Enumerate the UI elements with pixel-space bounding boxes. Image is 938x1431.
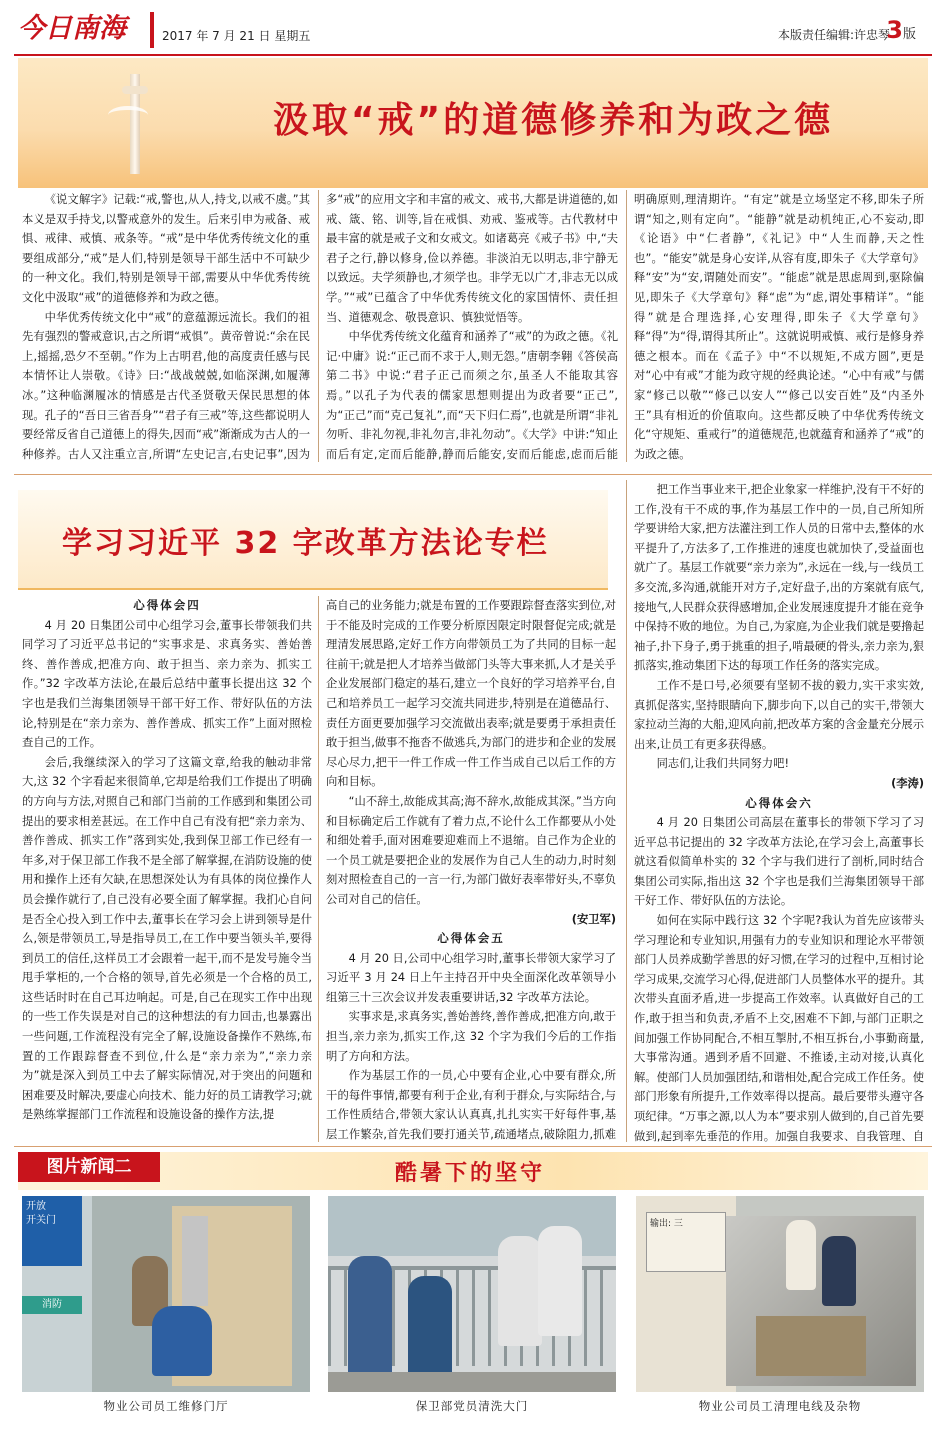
guard-image (538, 1226, 582, 1336)
article1-column-2 (326, 190, 618, 464)
part5-heading: 心得体会五 (437, 931, 505, 946)
paragraph: 多“戒”的应用文字和丰富的戒文、戒书,大都是讲道德的,如戒、箴、铭、训等,旨在戒惧、劝戒、鉴戒等。古代教材中最丰富的就是戒子文和女戒文。如诸葛亮《戒子书》中,“夫君子之行,静以修身,俭以养德。非淡泊无以明志,非宁静无以致远。夫学须静也,才须学也。非学无以广才,非志无以成学。”“戒”已蕴含了中华优秀传统文化的家国情怀、责任担当、道德观念、敬畏意识、慎独觉悟等。 (326, 193, 618, 324)
paragraph: 4 月 20 日集团公司中心组学习会,董事长带领我们共同学习了习近平总书记的“实事求是、求真务实、善始善终、善作善成,把准方向、敢于担当、亲力亲为、抓实工作。”32 字改革方法论,在最后总结中董事长提出这 32 个字也是我们兰海集团领导干部干好工作、带好队伍的方法论,特别是在“亲力亲为、善作善成、抓实工作”上面对照检查自己的工作。 (22, 618, 312, 750)
worker-image (822, 1236, 856, 1306)
paragraph: 中华优秀传统文化中“戒”的意蕴源远流长。我们的祖先有强烈的警戒意识,古之所谓“戒惧”。黄帝曾说:“余在民上,摇摇,恐夕不至朝。”作为上古明君,他的高度责任感与民本情怀让人崇敬。《诗》曰:“战战兢兢,如临深渊,如履薄冰。”这种临渊履冰的情感是古代圣贤敬天保民思想的体现。孔子的“吾日三省吾身”“君子有三戒”等,这些都说明人要经常反省自己道德上的得失,因而“戒”渐渐成为古人的一种修养。古人又注重立言,所谓“左史记言,右史记事”,因为 (22, 310, 310, 461)
fire-sign-image: 消防 (22, 1296, 82, 1314)
guard-image (348, 1256, 392, 1376)
column-banner (18, 490, 608, 590)
page-number-suffix: 版 (902, 27, 916, 42)
photo-lobby-repair (22, 1196, 310, 1392)
column-body-2 (326, 596, 616, 1144)
page-number-value: 3 (886, 16, 903, 44)
huabiao-cloud-image (122, 86, 148, 94)
paragraph: 作为基层工作的一员,心中要有企业,心中要有群众,所干的每件事情,都要有利于企业,有利于群众,与实际结合,与工作性质结合,带领大家认认真真,扎扎实实干好每件事,基层工作繁杂,首先我们要打通关节,疏通堵点,破除阻力,抓难 (326, 1069, 616, 1142)
guard-image (408, 1276, 452, 1386)
section-rule (14, 1146, 932, 1147)
photo-wire-clearing (636, 1196, 924, 1392)
paragraph: 把工作当事业来干,把企业象家一样维护,没有干不好的工作,没有干不成的事,作为基层工作中的一员,自己所知所学要讲给大家,把方法灌注到工作人员的日常中去,整体的水平提升了,方法多了,工作推进的速度也就加快了,受益面也就广了。基层工作就要“亲力亲为”,永远在一线,与一线员工多交流,多沟通,就能开对方子,定好盘子,出的方案就有底气,接地气,人民群众获得感增加,企业发展速度提升才能在竞争中保持不败的地位。为自己,为家庭,为企业我们就是要撸起袖子,扑下身子,勇于挑重的担子,啃最硬的骨头,亲力亲为,狠抓落实,推动集团下达的每项工作任务的落实完成。 (634, 483, 924, 673)
article1-column-3 (634, 190, 924, 464)
page-header (0, 0, 938, 62)
column-divider (318, 596, 319, 1142)
meter-box-image: 输出: 三 (646, 1212, 726, 1272)
part5-author: (李涛) (891, 776, 924, 790)
paragraph: 高自己的业务能力;就是布置的工作要跟踪督查落实到位,对于不能及时完成的工作要分析原因限定时限督促完成;就是理清发展思路,定好工作方向带领员工为了共同的目标一起往前干;就是把人才培养当做部门头等大事来抓,人才是关乎企业发展部门稳定的基石,建立一个良好的学习培养平台,自己和培养员工一起学习交流共同进步,特别是在道德品行、责任方面更要加强学习交流做出表率;就是要勇于承担责任敢于担当,做事不拖沓不做逃兵,为部门的进步和企业的发展尽心尽力,把干一件工作成一件工作当成自己以后工作的方向和目标。 (326, 599, 616, 789)
issue-date: 2017 年 7 月 21 日 星期五 (162, 29, 311, 43)
photo-caption-2: 保卫部党员清洗大门 (415, 1399, 529, 1413)
column-title: 学习习近平 32 字改革方法论专栏 (62, 526, 549, 561)
door-sign-text: 开放 (26, 1201, 46, 1212)
paragraph: “山不辞土,故能成其高;海不辞水,故能成其深。”当方向和目标确定后工作就有了着力点,不论什么工作都要从小处和细处着手,面对困难要迎难而上不退缩。自己作为企业的一个员工就是要把企业的发展作为自己人生的动力,时时刻刻对照检查自己的一言一行,为部门做好表率带好头,不辜负公司对自己的信任。 (326, 794, 616, 906)
paragraph: 实事求是,求真务实,善始善终,善作善成,把准方向,敢于担当,亲力亲为,抓实工作,这 32 个字为我们今后的工作指明了方向和方法。 (326, 1010, 616, 1063)
paragraph: 4 月 20 日,公司中心组学习时,董事长带领大家学习了习近平 3 月 24 日上午主持召开中央全面深化改革领导小组第三十三次会议并发表重要讲话,32 字改革方法论。 (326, 951, 616, 1004)
article1-column-1 (22, 190, 310, 464)
worker-image (786, 1220, 816, 1290)
dove-image (108, 106, 148, 124)
door-sign-image (22, 1196, 82, 1266)
ladder-image (182, 1216, 208, 1306)
part4-heading: 心得体会四 (133, 598, 201, 612)
column-divider (626, 480, 627, 1142)
header-rule (14, 54, 932, 56)
masthead-logo: 今日南海 (18, 13, 126, 44)
page-editor: 本版责任编辑:许忠琴 (777, 28, 890, 42)
page-number (886, 16, 916, 44)
ground-image (328, 1372, 616, 1392)
part6-heading: 心得体会六 (745, 795, 813, 810)
paragraph: 会后,我继续深入的学习了这篇文章,给我的触动非常大,这 32 个字看起来很简单,它却是给我们工作提出了明确的方向与方法,对照自己和部门当前的工作感到和集团公司提出的要求相差甚远。在工作中自己有没有把“亲力亲为、善作善成、抓实工作”落到实处,我到保卫部工作已经有一年多,对于保卫部工作我不是全部了解掌握,在消防设施的使用和操作上还有欠缺,在思想深处认为有具体的岗位操作人员会操作就行了,自己没有必要全面了解掌握。我扪心自问是否全心投入到工作中去,董事长在学习会上讲到领导是什么,领是带领员工,导是指导员工,在工作中要当领头羊,要得到员工的信任,这样员工才会跟着一起干,而不是发号施令当甩手掌柜的,一个合格的领导,首先必须是一个合格的员工,这些话时时在自己耳边响起。可是,自己在现实工作中出现的一些工作失误是对自己的这种想法的有力回击,也暴露出一些问题,工作流程没有完全了解,设施设备操作不熟练,布置的工作跟踪督查不到位,什么是“亲力亲为”,“亲力亲为”就是深入到员工中去了解实际情况,对于突出的问题和困难要及时解决,要虚心向技术、能力好的员工请教学习;就是熟练掌握部门工作流程和设施设备的操作方法,提 (22, 755, 312, 1122)
section-rule (14, 474, 932, 475)
column-body-1 (22, 596, 312, 1144)
paragraph: 如何在实际中践行这 32 个字呢?我认为首先应该带头学习理论和专业知识,用强有力的专业知识和理论水平带领部门人员养成勤学善思的好习惯,在学习的过程中,互相讨论学习成果,交流学习心得,促进部门人员整体水平的提升。其次带头直面矛盾,进一步提高工作效率。认真做好自己的工作,敢于担当和负责,矛盾不上交,困难不下卸,与部门正职之间加强工作协同配合,不相互掣肘,不相互拆台,小事勤商量,大事常沟通。遇到矛盾不回避、不推诿,主动对接,认真化解。使部门人员加强团结,和谐相处,配合完成工作任务。使部门形象有所提升,工作效率得以提高。最后要带头遵守各项纪律。“万事之源,以人为本”要求别人做到的,自己首先要做到,起到率先垂范的作用。加强自我要求、自我管理、自 (634, 914, 924, 1143)
paragraph: 《说文解字》记载:“戒,警也,从人,持戈,以戒不虞。”其本义是双手持戈,以警戒意外的发生。后来引申为戒备、戒惧、戒律、戒慎、戒条等。“戒”是中华优秀传统文化的重要组成部分,“戒”是人们,特别是领导干部生活中不可缺少的一种文化。我们,特别是领导干部,需要从中华优秀传统文化中汲取“戒”的道德修养和为政之德。 (22, 193, 310, 304)
paragraph: 明确原则,理清期许。“有定”就是立场坚定不移,即朱子所谓“知之,则有定向”。“能静”就是动机纯正,心不妄动,即《论语》中“仁者静”,《礼记》中“人生而静,天之性也”。“能安”就是身心安详,从容有度,即朱子《大学章句》释“安”为“安,谓随处而安”。“能虑”就是思虑周到,驱除偏见,即朱子《大学章句》释“虑”为“虑,谓处事精详”。“能得”就是合理选择,心安理得,即朱子《大学章句》释“得”为“得,谓得其所止”。这就说明戒慎、戒行是修身养德之根本。而在《孟子》中“不以规矩,不成方圆”,更是对“心中有戒”才能为政守规的经典论述。“心中有戒”与儒家“修己以敬”“修己以安人”“修己以安百姓”及“内圣外王”具有相近的价值取向。这些都反映了中华优秀传统文化“守规矩、重戒行”的道德规范,也就蕴育和涵养了“戒”的为政之德。 (634, 193, 924, 461)
part4-author: (安卫军) (571, 912, 616, 926)
guard-image (498, 1236, 542, 1346)
paragraph: 工作不是口号,必须要有坚韧不拔的毅力,实干求实效,真抓促落实,坚持眼睛向下,脚步向下,以自己的实干,带领大家拉动兰海的大船,迎风向前,把改革方案的含金量充分展示出来,让员工有更多获得感。 (634, 678, 924, 751)
article1-banner (18, 58, 928, 188)
article1-title: 汲取“戒”的道德修养和为政之德 (272, 100, 834, 141)
photo-news-title: 酷暑下的坚守 (394, 1161, 545, 1186)
debris-bag-image (756, 1316, 866, 1376)
header-divider (150, 12, 154, 48)
door-sign-text: 开关门 (26, 1215, 56, 1226)
photo-caption-1: 物业公司员工维修门厅 (103, 1399, 229, 1413)
column-divider (318, 190, 319, 462)
worker-blue-image (152, 1306, 212, 1376)
column-body-3 (634, 480, 924, 1144)
photo-gate-cleaning (328, 1196, 616, 1392)
paragraph: 中华优秀传统文化蕴育和涵养了“戒”的为政之德。《礼记·中庸》说:“正己而不求于人,则无怨。”唐朝李翱《答侯高第二书》中说:“君子正己而须之尔,虽圣人不能取其容焉。”以孔子为代表的儒家思想则提出为政者要“正己”,为“正己”而“克己复礼”,而“天下归仁焉”,也就是所谓“非礼勿听、非礼勿视,非礼勿言,非礼勿动”。《大学》中讲:“知止而后有定,定而后能静,静而后能安,安而后能虑,虑而后能 (326, 330, 618, 461)
wall-image (636, 1196, 736, 1392)
photo-caption-3: 物业公司员工清理电线及杂物 (698, 1399, 862, 1413)
photo-news-tag: 图片新闻二 (18, 1152, 160, 1182)
paragraph: 4 月 20 日集团公司高层在董事长的带领下学习了习近平总书记提出的 32 字改革方法论,在学习会上,高董事长就这看似简单朴实的 32 个字与我们进行了剖析,同时结合集团公司实际,指出这 32 个字也是我们兰海集团领导干部干好工作、带好队伍的方法论。 (634, 816, 924, 908)
column-divider (626, 190, 627, 462)
paragraph: 同志们,让我们共同努力吧! (656, 757, 789, 771)
